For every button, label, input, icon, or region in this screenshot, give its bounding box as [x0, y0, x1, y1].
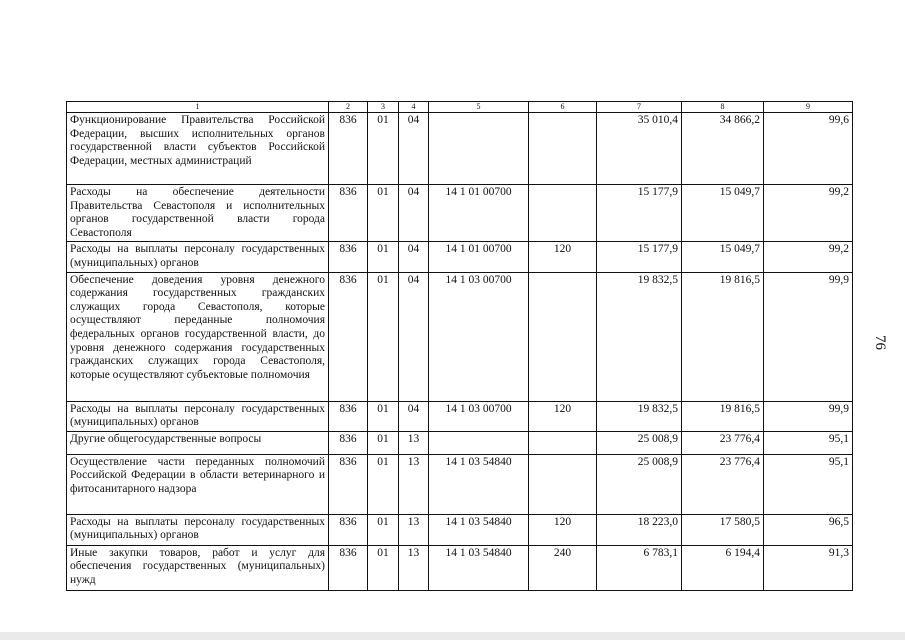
planned-amount: 6 783,1	[597, 545, 682, 590]
col-header: 6	[529, 102, 597, 113]
col-header: 7	[597, 102, 682, 113]
execution-percent: 99,9	[764, 401, 853, 431]
expense-type-code	[529, 113, 597, 185]
executed-amount: 23 776,4	[682, 431, 764, 454]
table-row	[67, 113, 853, 185]
ministry-code: 836	[329, 545, 368, 590]
section-code: 01	[368, 514, 399, 545]
row-description: Расходы на выплаты персоналу государственных (муниципальных) органов	[67, 242, 329, 272]
planned-amount: 25 008,9	[597, 454, 682, 514]
expense-type-code	[529, 454, 597, 514]
executed-amount: 23 776,4	[682, 454, 764, 514]
expense-type-code: 120	[529, 514, 597, 545]
row-description: Обеспечение доведения уровня денежного содержания государственных гражданских служащих города Севастополя, которые осуществляют переданные полномочия федеральных органов государственной власти, до уровня денежного содержания государственных гражданских служащих города Севастополя, которые осуществляют субъектовые полномочия	[67, 272, 329, 401]
expense-type-code: 120	[529, 242, 597, 272]
executed-amount: 15 049,7	[682, 185, 764, 242]
planned-amount: 35 010,4	[597, 113, 682, 185]
ministry-code: 836	[329, 454, 368, 514]
row-description: Иные закупки товаров, работ и услуг для обеспечения государственных (муниципальных) нужд	[67, 545, 329, 590]
ministry-code: 836	[329, 514, 368, 545]
planned-amount: 19 832,5	[597, 401, 682, 431]
execution-percent: 96,5	[764, 514, 853, 545]
subsection-code: 04	[399, 113, 429, 185]
section-code: 01	[368, 272, 399, 401]
row-description: Осуществление части переданных полномочий Российской Федерации в области ветеринарного и фитосанитарного надзора	[67, 454, 329, 514]
expense-type-code: 240	[529, 545, 597, 590]
target-article-code: 14 1 03 00700	[429, 272, 529, 401]
execution-percent: 95,1	[764, 431, 853, 454]
target-article-code: 14 1 03 54840	[429, 514, 529, 545]
executed-amount: 6 194,4	[682, 545, 764, 590]
target-article-code: 14 1 03 54840	[429, 545, 529, 590]
col-header: 9	[764, 102, 853, 113]
planned-amount: 15 177,9	[597, 185, 682, 242]
planned-amount: 25 008,9	[597, 431, 682, 454]
section-code: 01	[368, 242, 399, 272]
row-description: Расходы на выплаты персоналу государственных (муниципальных) органов	[67, 514, 329, 545]
expense-type-code	[529, 431, 597, 454]
target-article-code: 14 1 01 00700	[429, 185, 529, 242]
execution-percent: 99,9	[764, 272, 853, 401]
subsection-code: 04	[399, 185, 429, 242]
ministry-code: 836	[329, 272, 368, 401]
planned-amount: 18 223,0	[597, 514, 682, 545]
header-row	[67, 102, 853, 113]
table-row	[67, 272, 853, 401]
execution-percent: 99,2	[764, 185, 853, 242]
ministry-code: 836	[329, 401, 368, 431]
ministry-code: 836	[329, 113, 368, 185]
target-article-code	[429, 113, 529, 185]
subsection-code: 13	[399, 545, 429, 590]
expense-type-code	[529, 272, 597, 401]
subsection-code: 13	[399, 514, 429, 545]
subsection-code: 04	[399, 242, 429, 272]
executed-amount: 19 816,5	[682, 272, 764, 401]
table-row	[67, 545, 853, 590]
expense-type-code	[529, 185, 597, 242]
subsection-code: 13	[399, 454, 429, 514]
section-code: 01	[368, 185, 399, 242]
executed-amount: 34 866,2	[682, 113, 764, 185]
target-article-code	[429, 431, 529, 454]
row-description: Функционирование Правительства Российской Федерации, высших исполнительных органов государственной власти субъектов Российской Федерации, местных администраций	[67, 113, 329, 185]
planned-amount: 19 832,5	[597, 272, 682, 401]
row-description: Другие общегосударственные вопросы	[67, 431, 329, 454]
row-description: Расходы на выплаты персоналу государственных (муниципальных) органов	[67, 401, 329, 431]
table-row	[67, 242, 853, 272]
table-row	[67, 454, 853, 514]
scan-edge	[0, 632, 905, 640]
executed-amount: 17 580,5	[682, 514, 764, 545]
subsection-code: 13	[399, 431, 429, 454]
section-code: 01	[368, 454, 399, 514]
table-row	[67, 401, 853, 431]
col-header: 5	[429, 102, 529, 113]
execution-percent: 99,6	[764, 113, 853, 185]
section-code: 01	[368, 113, 399, 185]
ministry-code: 836	[329, 242, 368, 272]
ministry-code: 836	[329, 185, 368, 242]
planned-amount: 15 177,9	[597, 242, 682, 272]
execution-percent: 99,2	[764, 242, 853, 272]
page-number: 76	[872, 335, 888, 350]
table-row	[67, 514, 853, 545]
col-header: 1	[67, 102, 329, 113]
section-code: 01	[368, 431, 399, 454]
execution-percent: 91,3	[764, 545, 853, 590]
col-header: 2	[329, 102, 368, 113]
row-description: Расходы на обеспечение деятельности Правительства Севастополя и исполнительных органов государственной власти города Севастополя	[67, 185, 329, 242]
section-code: 01	[368, 545, 399, 590]
subsection-code: 04	[399, 272, 429, 401]
expense-type-code: 120	[529, 401, 597, 431]
target-article-code: 14 1 03 00700	[429, 401, 529, 431]
executed-amount: 19 816,5	[682, 401, 764, 431]
subsection-code: 04	[399, 401, 429, 431]
target-article-code: 14 1 01 00700	[429, 242, 529, 272]
executed-amount: 15 049,7	[682, 242, 764, 272]
col-header: 3	[368, 102, 399, 113]
budget-table	[66, 101, 853, 591]
section-code: 01	[368, 401, 399, 431]
col-header: 4	[399, 102, 429, 113]
target-article-code: 14 1 03 54840	[429, 454, 529, 514]
ministry-code: 836	[329, 431, 368, 454]
table-row	[67, 185, 853, 242]
table-row	[67, 431, 853, 454]
col-header: 8	[682, 102, 764, 113]
execution-percent: 95,1	[764, 454, 853, 514]
